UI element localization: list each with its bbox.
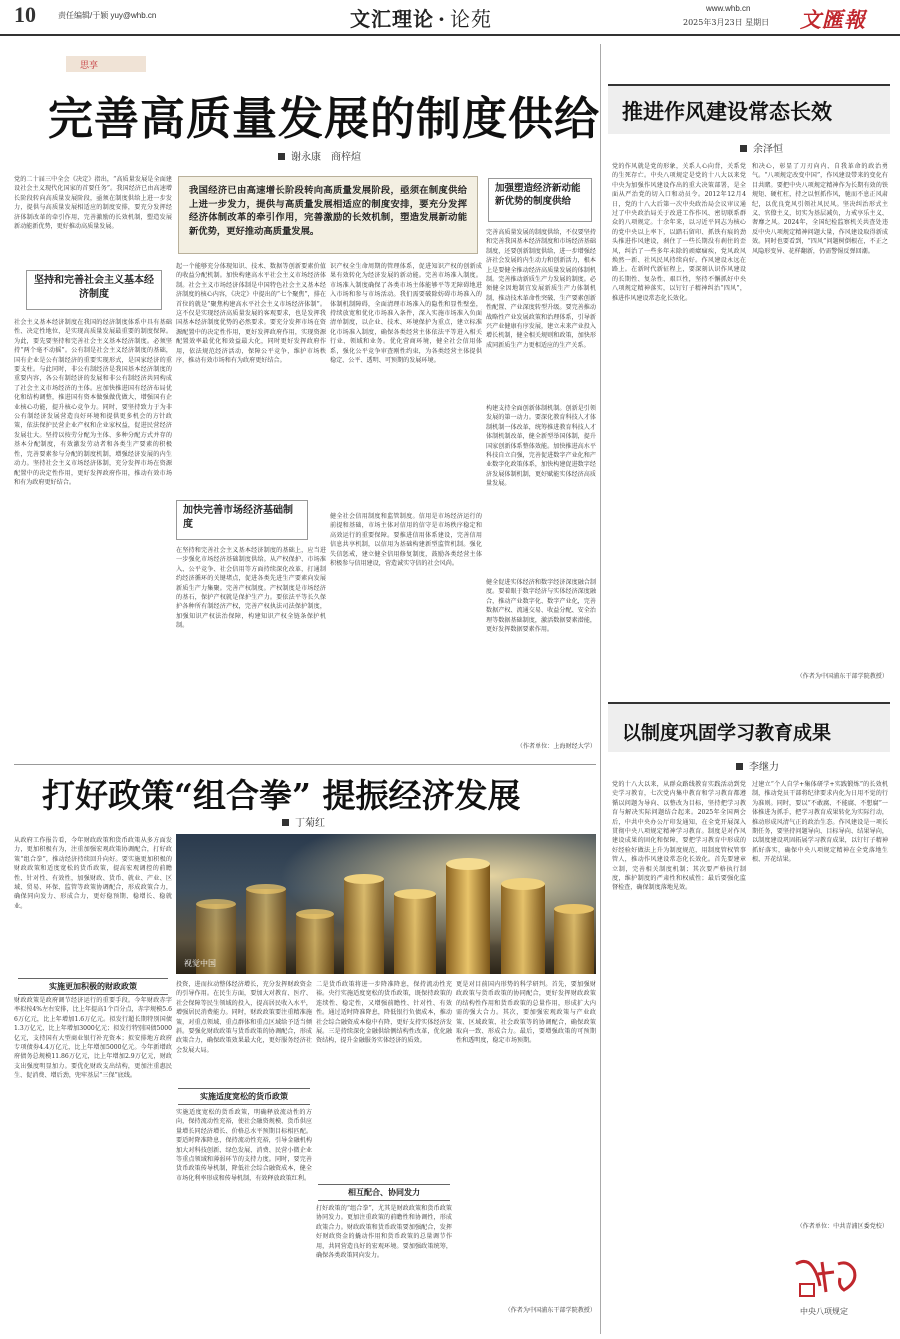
column-tag — [66, 56, 146, 72]
article2-col3: 二是货币政策将进一步降准降息，保持流动性充裕。央行实施适度宽松的货币政策，既保持政策的连续性、稳定性，又增强前瞻性、针对性、有效性。通过适时降准降息，降低银行负债成本，推动社会综合融资成本稳中有降，更好支持实体经济发展。三是持续深化金融供给侧结构性改革，优化融资结构，提升金融服务实体经济的质效。 — [316, 981, 452, 1045]
editor-info: 责任编辑/于颖 yuy@whb.cn — [58, 11, 157, 20]
article2-author: 丁菊红 — [295, 818, 325, 829]
article1-col3b: 健全社会信用制度和监管制度。信用是市场经济运行的前提和基础，市场主体对信用的信守是市场秩序稳定和高效运行的重要保障。要推进信用体系建设，完善信用信息共享机制，以信用为基础构建新型监管机制。强化失信惩戒，建立健全信用修复制度，鼓励各类经营主体积极参与信用建设，营造诚实守信的社会风尚。 — [330, 513, 482, 568]
article2-byline — [282, 814, 325, 829]
coins-photo — [176, 834, 596, 974]
right-article2-byline — [736, 758, 779, 773]
article2-col3b: 打好政策的“组合拳”，尤其是财政政策和货币政策协同发力。更加注重政策的前瞻性和协调性，形成政策合力。财政政策和货币政策要加强配合，发挥好财政资金的撬动作用和货币政策的总量调节作用，共同营造良好的宏观环境。要加强政策统筹，确保各类政策同向发力。 — [316, 1205, 452, 1260]
photo-credit: 视觉中国 — [184, 959, 216, 968]
right-article2-author: 李继力 — [749, 762, 779, 773]
byline-marker-icon-4 — [736, 763, 743, 770]
article1-author-note: （作者单位：上海财经大学） — [516, 743, 596, 750]
right-article1-title: 推进作风建设常态长效 — [622, 99, 832, 124]
seal-calligraphy-icon — [792, 1256, 864, 1300]
article1-subhead-3: 加强塑造经济新动能新优势的制度供给 — [488, 178, 592, 222]
article1-subhead-2: 加快完善市场经济基础制度 — [176, 500, 308, 540]
article1-lead-box — [178, 176, 478, 254]
header-rule — [0, 34, 900, 36]
section-title — [350, 3, 492, 32]
right-article2-col2: 过建立“个人自学+集体研学+实践锻炼”的长效机制，推动党员干部将纪律要求内化为日用不觉的行为准则。同时，要以“不敢腐、不能腐、不想腐”一体推进为抓手，把学习教育成果转化为实际行动，推动形成风清气正的政治生态。作风建设是一项长期任务，要坚持问题导向、目标导向、结果导向，以制度建设巩固拓展学习教育成果，以钉钉子精神抓好落实，确保中央八项规定精神在全党落地生根、开花结果。 — [752, 781, 888, 864]
right-article2-author-note: （作者单位：中共青浦区委党校） — [796, 1223, 888, 1230]
article1-title: 完善高质量发展的制度供给 — [48, 92, 601, 145]
article2-intro: 从政府工作报告看，今年财政政策和货币政策从多方面发力，更加积极有为，注重加强宏观政策协调配合，打好政策“组合拳”，推动经济持续回升向好。要实施更加积极的财政政策和适度宽松的货币政策，提高宏观调控的前瞻性、针对性、有效性，加强财政、货币、就业、产业、区域、贸易、环保、监管等政策协调配合，形成政策合力，确保同向发力、形成合力，更好稳预期、稳增长、稳就业。 — [14, 837, 172, 910]
article2-subhead-3: 相互配合、协同发力 — [318, 1184, 450, 1201]
section-title-sub: 论苑 — [449, 7, 492, 31]
article1-col3: 识产权全生命周期的管理体系，促进知识产权的创新成果有效转化为经济发展的新动能。完善市场准入制度。市场准入制度确保了各类市场主体能够平等无障碍地进入市场和参与市场活动。我们需要破除妨碍市场准入的体制机制障碍，全面清理市场准入的隐性和显性壁垒，持续放宽和优化市场准入条件，深入实施市场准入负面清单制度，以企业、技术、环境保护为重点，建立标准化市场准入制度，确保各类经营主体依法平等进入相关行业、领域和业务。优化营商环境，健全社会信用体系，强化公平竞争审查刚性约束，为各类经营主体提供稳定、公平、透明、可预期的发展环境。 — [330, 263, 482, 365]
article1-col1: 社会主义基本经济制度在我国的经济制度体系中具有基础性、决定性地位，是实现高质量发展最重要的制度保障。为此，要先要坚持和完善社会主义基本经济制度。必须坚持“两个毫不动摇”。公有制是社会主义经济制度的基础，国有企业是公有制经济的重要实现形式，是国家经济的重要支柱。与此同时，非公有制经济是我国基本经济制度的重要内容，各公有制经济的发展和非公有制经济共同构成了社会主义市场经济的主体。应加快推进国有经济布局优化和结构调整，推进国有资本做强做优做大，增强国有企业核心功能，提升核心竞争力。同时，要坚持致力于为非公有制经济发展营造良好环境和提供更多机会的方针政策，依法保护民营企业产权和企业家权益，促进民营经济发展壮大。坚持以按劳分配为主体、多种分配方式并存的基本分配制度，有效激发劳动者和各类生产要素的积极性，完善要素参与分配的制度机制，增强经济发展的内生动力。坚持社会主义市场经济体制，充分发挥市场在资源配置中的决定性作用，更好发挥政府作用，推动有效市场和有为政府更好结合。 — [14, 319, 172, 486]
article2-col1: 财政政策是政府调节经济运行的重要手段。今年财政赤字率拟按4%左右安排，比上年提高1个百分点，赤字规模5.66万亿元，比上年增加1.6万亿元。拟发行超长期特别国债1.3万亿元，比上年增加3000亿元；拟发行特别国债5000亿元，支持国有大型商业银行补充资本；拟安排地方政府专项债券4.4万亿元，比上年增加5000亿元。今年新增政府债务总规模11.86万亿元，比上年增加2.9万亿元，财政支出强度明显加力。要优化财政支出结构，更加注重惠民生、促消费、增后劲，兜牢基层“三保”底线。 — [14, 997, 172, 1080]
left-article-divider — [14, 764, 596, 765]
article1-col2: 起一个能够充分体现知识、技术、数据等创新要素价值的收益分配机制。加快构建高水平社会主义市场经济体制。社会主义市场经济体制是中国特色社会主义基本经济制度的核心内容，《决定》中提出的“七个聚焦”，排在首位的就是“聚焦构建高水平社会主义市场经济体制”。这不仅是实现经济高质量发展的客观要求，也是发挥我国基本经济制度优势的必然要求。要充分发挥市场在资源配置中的决定性作用，更好发挥政府作用，实现资源配置效率最优化和效益最大化，同时更好发挥政府作用，依法规范经济活动，保障公平竞争，维护市场秩序，推动有效市场和有为政府更好结合。 — [176, 263, 326, 365]
gold-coins-illustration — [176, 834, 596, 974]
article1-byline — [278, 148, 361, 163]
article2-col2b: 实施适度宽松的货币政策，明确释放流动性的方向，保持流动性充裕，使社会融资规模、货币供应量增长同经济增长、价格总水平预期目标相匹配。要适时降准降息，保持流动性充裕，引导金融机构加大对科技创新、绿色发展、消费、民营小微企业等重点领域和薄弱环节的支持力度。同时，要完善货币政策传导机制，降低社会综合融资成本，健全市场化利率形成和传导机制，有效释放政策红利。 — [176, 1109, 312, 1182]
article1-lead: 我国经济已由高速增长阶段转向高质量发展阶段，亟须在制度供给上进一步发力，提供与高质量发展相适应的制度安排，要充分发挥经济体制改革的牵引作用，完善激励的长效机制，塑造发展新动能新优势，更好推动高质量发展。 — [189, 185, 467, 237]
section-title-main: 文汇理论 — [350, 7, 434, 31]
article2-subhead-2: 实施适度宽松的货币政策 — [178, 1088, 310, 1105]
page-number: 10 — [14, 2, 36, 27]
article1-subhead-1: 坚持和完善社会主义基本经济制度 — [26, 270, 162, 310]
right-article1-col2: 和决心，彰显了刀刃向内、自我革命的政治勇气。“八项规定改变中国”，作风建设带来的变化有目共睹。要把中央八项规定精神作为长期有效的铁规矩、硬杠杠，持之以恒抓作风，驰而不息正风肃纪，以优良党风引领社风民风。坚决纠治形式主义、官僚主义，切实为基层减负，力戒享乐主义、奢靡之风。2024年，全国纪检监察机关共查处违反中央八项规定精神问题大量，作风建设取得新成效。同时也要看到，“四风”问题树倒根在，不正之风隐形变异、花样翻新，仍需警惕反弹回潮。 — [752, 163, 888, 255]
article1-intro: 党的二十届三中全会《决定》指出，“高质量发展是全面建设社会主义现代化国家的首要任务”。我国经济已由高速增长阶段转向高质量发展阶段，亟须在制度供给上进一步发力，提供与高质量发展相适应的制度安排，要充分发挥经济体制改革的牵引作用，完善激励的长效机制，塑造发展新动能新优势，更好推动高质量发展。 — [14, 176, 172, 231]
masthead-logo: 文匯報 — [800, 7, 866, 32]
seal-logo — [792, 1256, 864, 1300]
right-article1-author: 余泽恒 — [753, 144, 783, 155]
right-article1-col1: 党的作风就是党的形象，关系人心向背，关系党的生死存亡。中央八项规定是党的十八大以来党中央为加强作风建设作出的重大决策部署，是全面从严治党的切入口和动员令。2012年12月4日，党的十八大后第一次中央政治局会议审议通过了中央政治局关于改进工作作风、密切联系群众的八项规定。十余年来，以习近平同志为核心的党中央以上率下，以踏石留印、抓铁有痕的劲头推进作风建设，刹住了一些长期没有刹住的歪风，纠治了一些多年未除的顽瘴痼疾，党风政风焕然一新、社风民风持续向好。作风建设永远在路上。在新时代新征程上，要深刻认识作风建设的长期性、复杂性、艰巨性，坚持不懈抓好中央八项规定精神落实，以钉钉子精神纠治“四风”，推进作风建设常态化长效化。 — [612, 163, 746, 302]
article2-subhead-1: 实施更加积极的财政政策 — [18, 978, 168, 995]
page-header — [0, 0, 900, 44]
byline-marker-icon — [278, 153, 285, 160]
column-tag-label: 思享 — [80, 61, 99, 71]
right-article1-header — [608, 84, 890, 134]
article1-col4c: 健全促进实体经济和数字经济深度融合制度。要着眼于数字经济与实体经济深度融合，推动产业数字化、数字产业化，完善数据产权、流通交易、收益分配、安全治理等数据基础制度，激活数据要素潜能，更好发挥数据要素作用。 — [486, 579, 596, 634]
byline-marker-icon-2 — [282, 819, 289, 826]
article1-author: 谢永康 商梓煊 — [291, 152, 361, 163]
seal-caption: 中央八项规定 — [800, 1307, 848, 1316]
article1-col2b: 在坚持和完善社会主义基本经济制度的基础上，应当进一步强化市场经济基础制度供给。从产权保护、市场准入、公平竞争、社会信用等方面持续深化改革，打通制约经济循环的关键堵点，促进各类先进生产要素向发展新质生产力集聚。完善产权制度。产权制度是市场经济的基石，保护产权就是保护生产力。要依法平等长久保护各种所有制经济产权，完善产权执法司法保护制度，加强知识产权法治保障，构建知识产权全链条保护机制。 — [176, 547, 326, 630]
right-article2-title: 以制度巩固学习教育成果 — [622, 722, 832, 744]
article2-author-note: （作者为中国浦东干部学院教授） — [504, 1307, 596, 1314]
article2-col4: 更是对目前国内形势的科学研判。首先，要加强财政政策与货币政策的协同配合，更好发挥财政政策的结构性作用和货币政策的总量作用，形成扩大内需的强大合力。其次，要加强宏观政策与产业政策、区域政策、社会政策等的协调配合，确保政策取向一致、形成合力。最后，要增强政策的可预期性和透明度，稳定市场预期。 — [456, 981, 596, 1045]
section-title-dot: · — [438, 7, 446, 31]
article2-col2: 投资，进而拉动整体经济增长，充分发挥财政资金的引导作用。在民生方面，要加大对教育、医疗、社会保障等民生领域的投入，提高居民收入水平，增强居民消费能力。同时，财政政策要注重精准施策，对重点领域、重点群体和重点区域给予适当倾斜。要强化财政政策与货币政策的协调配合，形成政策合力，确保政策效果最大化，更好服务经济社会发展大局。 — [176, 981, 312, 1054]
right-article2-col1: 党的十八大以来，从群众路线教育实践活动到党史学习教育，七次党内集中教育和学习教育都遵循以问题为导向、以整改为目标，坚持把学习教育与解决实际问题结合起来。2025年全国两会后，中共中央办公厅印发通知，在全党开展深入贯彻中央八项规定精神学习教育。制度是对作风建设成果的固化和保障，要把学习教育中形成的好经验好做法上升为制度规范，用制度管权管事管人，推动作风建设常态化长效化。首先要建章立制，完善相关制度机制；其次要严格执行制度，维护制度的严肃性和权威性；最后要强化监督检查，确保制度落地见效。 — [612, 781, 746, 892]
article1-col4b: 构建支持全面创新体制机制。创新是引领发展的第一动力。要深化教育科技人才体制机制一体改革，统筹推进教育科技人才体制机制改革，健全新型举国体制，提升国家创新体系整体效能。加快推进高水平科技自立自强，完善促进数字产业化和产业数字化政策体系，加快构建促进数字经济发展体制机制，更好赋能实体经济高质量发展。 — [486, 405, 596, 488]
issue-date: 2025年3月23日 星期日 — [683, 18, 770, 27]
website: www.whb.cn — [706, 4, 751, 13]
article1-col4: 完善高质量发展的制度供给，不仅要坚持和完善我国基本经济制度和市场经济基础制度，还要创新制度供给，进一步增强经济社会发展的内生动力和创新活力，根本上是要健全推动经济高质量发展的体制机制。完善推动新质生产力发展的制度。必须健全因地制宜发展新质生产力体制机制，推动技术革命性突破、生产要素创新性配置、产业深度转型升级。要完善推动战略性产业发展政策和治理体系，引导新兴产业健康有序发展，建立未来产业投入增长机制，健全相关规则和政策，加快形成同新质生产力更相适应的生产关系。 — [486, 229, 596, 349]
byline-marker-icon-3 — [740, 145, 747, 152]
article2-title: 打好政策“组合拳” 提振经济发展 — [42, 776, 521, 815]
right-article2-header — [608, 702, 890, 752]
right-article1-author-note: （作者为中国浦东干部学院教授） — [796, 673, 888, 680]
page-column-divider — [600, 44, 601, 1334]
right-article1-byline — [740, 140, 783, 155]
